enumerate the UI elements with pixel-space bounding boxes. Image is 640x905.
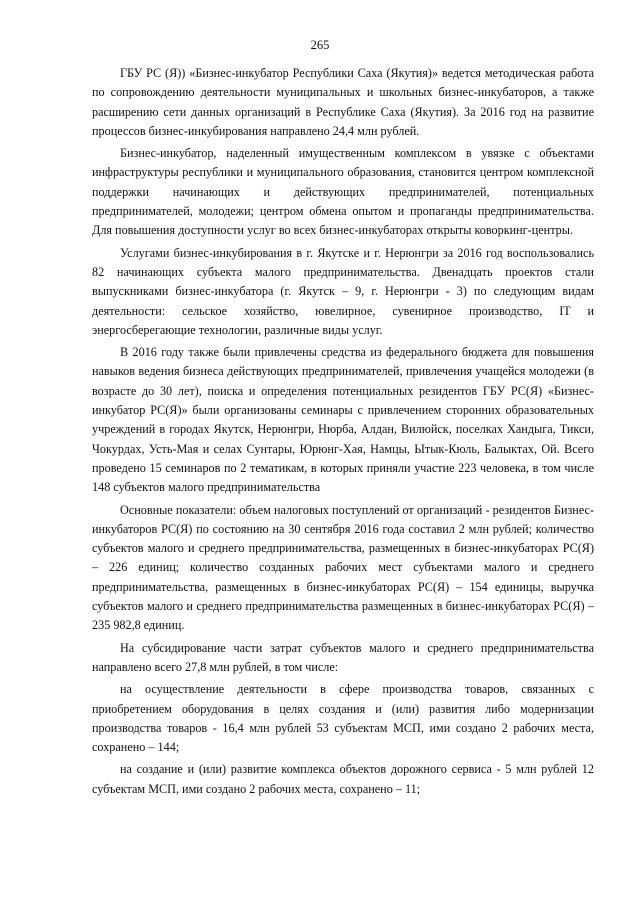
paragraph-subsidy-production: на осуществление деятельности в сфере производства товаров, связанных с приобретением оборудования в целях создания и (или) развития либо модернизации производства товаров - 16,4 млн рублей 53 субъектам МСП, ими создано 2 рабочих места, сохранено – 144; [92, 682, 594, 755]
page-number: 265 [310, 38, 330, 52]
paragraph-subsidy-road-service: на создание и (или) развитие комплекса объектов дорожного сервиса - 5 млн рублей 12 субъектам МСП, ими создано 2 рабочих места, сохранено – 11; [92, 762, 594, 796]
paragraph-subsidies-total: На субсидирование части затрат субъектов малого и среднего предпринимательства направлено всего 27,8 млн рублей, в том числе: [92, 640, 594, 674]
paragraph-key-indicators: Основные показатели: объем налоговых поступлений от организаций - резидентов Бизнес-инкубаторов РС(Я) по состоянию на 30 сентября 2016 года составил 2 млн рублей; количество субъектов малого и среднего предпринимательства, размещенных в бизнес-инкубаторах РС(Я) – 226 единиц; количество созданных рабочих мест субъектами малого и среднего предпринимательства, размещенных в бизнес-инкубаторах РС(Я) – 154 единицы, выручка субъектов малого и среднего предпринимательства размещенных в бизнес-инкубаторах РС(Я) – 235 982,8 единиц. [92, 502, 594, 633]
paragraph-incubation-services: Услугами бизнес-инкубирования в г. Якутске и г. Нерюнгри за 2016 год воспользовались 82 начинающих субъекта малого предпринимательства. Двенадцать проектов стали выпускниками бизнес-инкубатора (г. Якутск – 9, г. Нерюнгри - 3) по следующим видам деятельности: сельское хозяйство, ювелирное, сувенирное производство, IT и энергосберегающие технологии, различные виды услуг. [92, 245, 594, 337]
paragraph-incubator-work: ГБУ РС (Я)) «Бизнес-инкубатор Республики Саха (Якутия)» ведется методическая работа по сопровождению деятельности муниципальных и школьных бизнес-инкубаторов, а также расширению сети данных организаций в Республике Саха (Якутия). За 2016 год на развитие процессов бизнес-инкубирования направлено 24,4 млн рублей. [92, 66, 594, 138]
paragraph-federal-funding: В 2016 году также были привлечены средства из федерального бюджета для повышения навыков ведения бизнеса действующих предпринимателей, привлечения учащейся молодежи (в возрасте до 30 лет), поиска и определения потенциальных резидентов ГБУ РС(Я) «Бизнес-инкубатор РС(Я)» были организованы семинары с привлечением сторонних образовательных учреждений в городах Якутск, Нерюнгри, Нюрба, Алдан, Вилюйск, поселках Хандыга, Тикси, Чокурдах, Усть-Мая и селах Сунтары, Юрюнг-Хая, Намцы, Ытык-Кюль, Балыктах, Ой. Всего проведено 15 семинаров по 2 тематикам, в которых приняли участие 223 человека, в том числе 148 субъектов малого предпринимательства [92, 345, 594, 495]
paragraph-incubator-role: Бизнес-инкубатор, наделенный имущественным комплексом в увязке с объектами инфраструктуры республики и муниципального образования, становится центром комплексной поддержки начинающих и действующих предпринимателей, потенциальных предпринимателей, молодежи; центром обмена опытом и пропаганды предпринимательства. Для повышения доступности услуг во всех бизнес-инкубаторах открыты коворкинг-центры. [92, 146, 594, 238]
document-body [92, 64, 594, 799]
